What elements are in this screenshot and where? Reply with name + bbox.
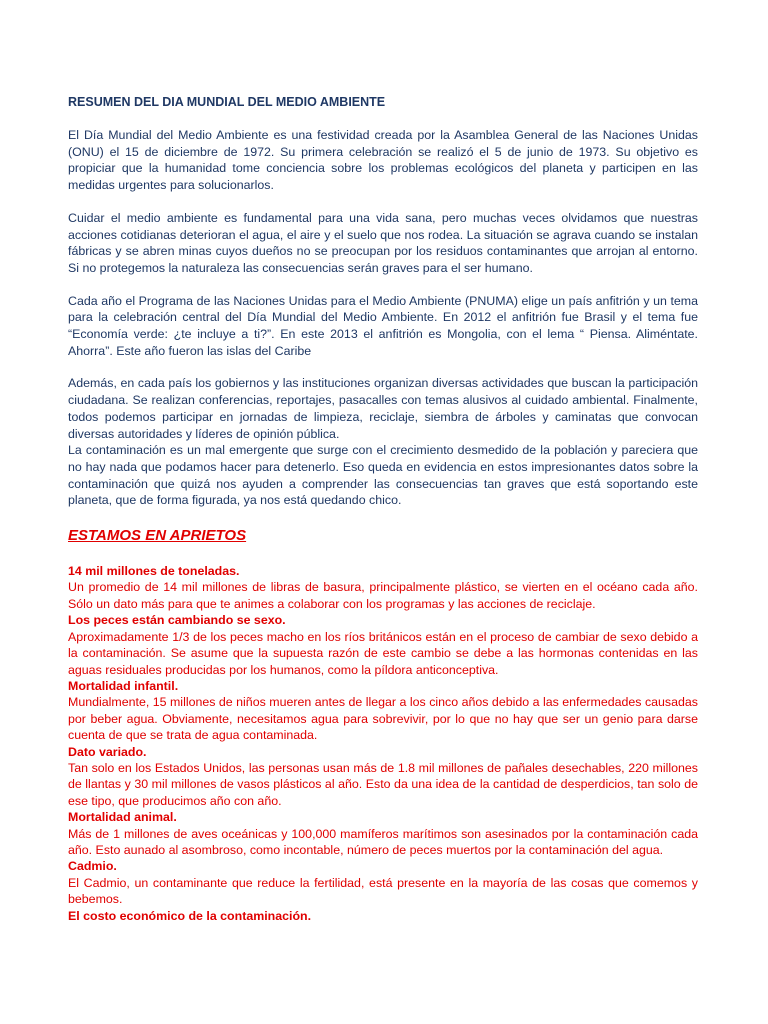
fact-heading: Mortalidad animal. [68, 810, 177, 825]
fact-heading: Los peces están cambiando se sexo. [68, 613, 286, 628]
paragraph-pnuma: Cada año el Programa de las Naciones Unidas para el Medio Ambiente (PNUMA) elige un país anfitrión y un tema para la celebración central del Día Mundial del Medio Ambiente. En 2012 el anfitrión fue Brasil y el tema fue “Economía verde: ¿te incluye a ti?”. En este 2013 el anfitrión es Mongolia, con el lema “ Piensa. Aliméntate. Ahorra”. Este año fueron las islas del Caribe [68, 293, 698, 358]
paragraph-activities: Además, en cada país los gobiernos y las instituciones organizan diversas actividades que buscan la participación ciudadana. Se realizan conferencias, reportajes, pasacalles con temas alusivos al cuidado ambiental. Finalmente, todos podemos participar en jornadas de limpieza, reciclaje, siembra de árboles y caminatas que convocan diversas autoridades y líderes de opinión pública. [68, 376, 698, 441]
fact-text: El Cadmio, un contaminante que reduce la fertilidad, está presente en la mayoría de las cosas que comemos y bebemos. [68, 875, 698, 907]
fact-heading: 14 mil millones de toneladas. [68, 564, 240, 579]
document-title: RESUMEN DEL DIA MUNDIAL DEL MEDIO AMBIENTE [68, 95, 386, 109]
fact-text: Aproximadamente 1/3 de los peces macho en los ríos británicos están en el proceso de cambiar de sexo debido a la contaminación. Se asume que la supuesta razón de este cambio se debe a las hormonas contenidas en las aguas residuales producidas por los humanos, como la píldora anticonceptiva. [68, 629, 698, 677]
fact-heading: Mortalidad infantil. [68, 678, 179, 693]
section-title: ESTAMOS EN APRIETOS [68, 527, 247, 545]
fact-heading: Dato variado. [68, 744, 147, 759]
fact-heading: Cadmio. [68, 859, 117, 874]
paragraph-intro: El Día Mundial del Medio Ambiente es una festividad creada por la Asamblea General de las Naciones Unidas (ONU) el 15 de diciembre de 1972. Su primera celebración se realizó el 5 de junio de 1973. Su objetivo es propiciar que la humanidad tome conciencia sobre los problemas ecológicos del planeta y participen en las medidas urgentes para solucionarlos. [68, 128, 698, 193]
paragraph-pollution: La contaminación es un mal emergente que surge con el crecimiento desmedido de la población y pareciera que no hay nada que podamos hacer para detenerlo. Eso queda en evidencia en estos impresionantes datos sobre la contaminación que quizá nos ayuden a comprender las consecuencias tan graves que está soportando este planeta, que de forma figurada, ya nos está quedando chico. [68, 443, 698, 508]
fact-text: Mundialmente, 15 millones de niños mueren antes de llegar a los cinco años debido a las enfermedades causadas por beber agua. Obviamente, necesitamos agua para sobrevivir, por lo que no hay que ser un genio para darse cuenta de que se trata de agua contaminada. [68, 695, 698, 743]
fact-text: Tan solo en los Estados Unidos, las personas usan más de 1.8 mil millones de pañales desechables, 220 millones de llantas y 30 mil millones de vasos plásticos al año. Esto da una idea de la cantidad de desperdicios, tan solo de ese tipo, que producimos año con año. [68, 760, 698, 808]
fact-text: Más de 1 millones de aves oceánicas y 100,000 mamíferos marítimos son asesinados por la contaminación cada año. Esto aunado al asombroso, como incontable, número de peces muertos por la contaminación del agua. [68, 826, 698, 857]
facts-list [68, 563, 698, 924]
paragraph-care: Cuidar el medio ambiente es fundamental para una vida sana, pero muchas veces olvidamos que nuestras acciones cotidianas deterioran el agua, el aire y el suelo que nos rodea. La situación se agrava cuando se instalan fábricas y se abren minas cuyos dueños no se preocupan por los residuos contaminantes que arrojan al entorno. Si no protegemos la naturaleza las consecuencias serán graves para el ser humano. [68, 210, 698, 275]
fact-text: Un promedio de 14 mil millones de libras de basura, principalmente plástico, se vierten en el océano cada año. Sólo un dato más para que te animes a colaborar con los programas y las acciones de reciclaje. [68, 580, 698, 611]
fact-heading: El costo económico de la contaminación. [68, 908, 312, 923]
